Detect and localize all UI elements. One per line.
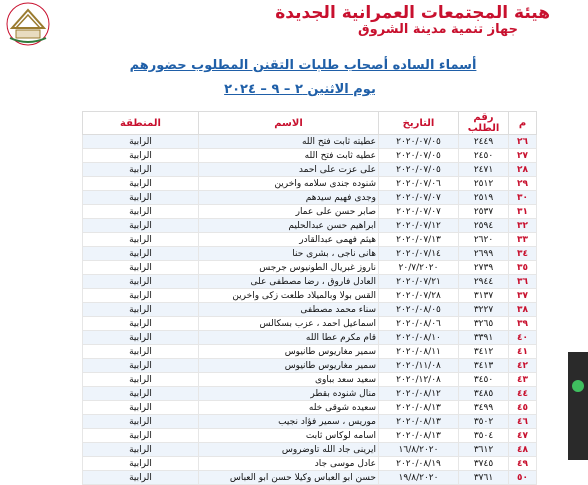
row-region: الرابية — [83, 205, 199, 219]
row-region: الرابية — [83, 443, 199, 457]
row-index: ٣٣ — [509, 233, 537, 247]
row-date: ٢٠٢٠/٠٧/١٢ — [379, 219, 459, 233]
table-row — [83, 359, 537, 373]
table-row — [83, 401, 537, 415]
row-region: الرابية — [83, 247, 199, 261]
row-index: ٣٥ — [509, 261, 537, 275]
row-region: الرابية — [83, 331, 199, 345]
row-region: الرابية — [83, 149, 199, 163]
row-region: الرابية — [83, 471, 199, 485]
row-request-no: ٣٢٦٥ — [459, 317, 509, 331]
row-index: ٤٥ — [509, 401, 537, 415]
row-request-no: ٣٤١٢ — [459, 345, 509, 359]
table-row — [83, 261, 537, 275]
row-name: عطيه ثابت فتح الله — [199, 149, 379, 163]
row-date: ٢٠٢٠/٠٧/٢٨ — [379, 289, 459, 303]
table-row — [83, 191, 537, 205]
row-name: قام مكرم عطا الله — [199, 331, 379, 345]
row-request-no: ٢٥٩٤ — [459, 219, 509, 233]
row-date: ٢٠٢٠/٠٧/٠٥ — [379, 135, 459, 149]
row-region: الرابية — [83, 415, 199, 429]
row-name: عادل موسى جاد — [199, 457, 379, 471]
row-date: ٢٠٢٠/٠٧/٠٧ — [379, 205, 459, 219]
table-row — [83, 373, 537, 387]
row-index: ٥٠ — [509, 471, 537, 485]
row-date: ٢٠٢٠/٠٨/٠٦ — [379, 317, 459, 331]
row-name: سمير مغاريوس طانيوس — [199, 359, 379, 373]
row-index: ٤٤ — [509, 387, 537, 401]
row-request-no: ٢٤٥٠ — [459, 149, 509, 163]
row-date: ١٩/٨/٢٠٢٠ — [379, 471, 459, 485]
row-region: الرابية — [83, 261, 199, 275]
table-row — [83, 275, 537, 289]
row-region: الرابية — [83, 163, 199, 177]
row-date: ٢٠٢٠/٠٨/١٠ — [379, 331, 459, 345]
row-region: الرابية — [83, 303, 199, 317]
row-index: ٣١ — [509, 205, 537, 219]
row-name: القس بولا وبالميلاد طلعت زكى واخرين — [199, 289, 379, 303]
org-title-block — [0, 0, 588, 50]
table-row — [83, 233, 537, 247]
table-row — [83, 205, 537, 219]
row-name: عطيته ثابت فتح الله — [199, 135, 379, 149]
row-index: ٣٦ — [509, 275, 537, 289]
header-date: التاريخ — [379, 112, 459, 135]
header-name: الاسم — [199, 112, 379, 135]
city-agency-name: جهاز تنمية مدينة الشروق — [358, 22, 518, 37]
row-date: ٢٠٢٠/٠٨/١٣ — [379, 415, 459, 429]
row-request-no: ٣١٣٧ — [459, 289, 509, 303]
row-date: ١٦/٨/٢٠٢٠ — [379, 443, 459, 457]
row-request-no: ٢٦٩٩ — [459, 247, 509, 261]
row-date: ٢٠/٧/٢٠٢٠ — [379, 261, 459, 275]
row-request-no: ٣٥٠٤ — [459, 429, 509, 443]
row-index: ٣٤ — [509, 247, 537, 261]
row-region: الرابية — [83, 317, 199, 331]
row-request-no: ٢٩٤٤ — [459, 275, 509, 289]
row-index: ٤٢ — [509, 359, 537, 373]
row-request-no: ٢٦٢٠ — [459, 233, 509, 247]
row-region: الرابية — [83, 219, 199, 233]
row-request-no: ٣٧٦١ — [459, 471, 509, 485]
row-name: ناروز غبريال الطونيوس جرجس — [199, 261, 379, 275]
row-region: الرابية — [83, 289, 199, 303]
table-row — [83, 471, 537, 485]
row-index: ٤٧ — [509, 429, 537, 443]
table-header-row — [83, 112, 537, 135]
header — [0, 0, 588, 50]
row-request-no: ٣٥٠٢ — [459, 415, 509, 429]
table-row — [83, 247, 537, 261]
row-date: ٢٠٢٠/٠٨/١٩ — [379, 457, 459, 471]
side-image-fragment — [568, 352, 588, 460]
row-date: ٢٠٢٠/٠٧/٠٥ — [379, 163, 459, 177]
row-index: ٢٩ — [509, 177, 537, 191]
row-name: العادل فاروق ، رضا مصطفى على — [199, 275, 379, 289]
row-name: على عزت على احمد — [199, 163, 379, 177]
row-request-no: ٣٤٥٠ — [459, 373, 509, 387]
row-name: شنوده جندى سلامه واخرين — [199, 177, 379, 191]
row-index: ٤٨ — [509, 443, 537, 457]
row-date: ٢٠٢٠/٠٨/٠٥ — [379, 303, 459, 317]
org-name: هيئة المجتمعات العمرانية الجديدة — [275, 3, 550, 23]
row-index: ٣٢ — [509, 219, 537, 233]
table-row — [83, 457, 537, 471]
row-name: ابراهيم حسن عبدالحليم — [199, 219, 379, 233]
row-name: سناء محمد مصطفى — [199, 303, 379, 317]
row-name: هيثم فهمى عبدالقادر — [199, 233, 379, 247]
row-index: ٣٧ — [509, 289, 537, 303]
row-region: الرابية — [83, 177, 199, 191]
attendees-table-wrap — [82, 111, 536, 485]
row-request-no: ٢٥٣٧ — [459, 205, 509, 219]
row-date: ٢٠٢٠/١١/٠٨ — [379, 359, 459, 373]
row-date: ٢٠٢٠/٠٧/٠٧ — [379, 191, 459, 205]
table-row — [83, 163, 537, 177]
header-region: المنطقة — [83, 112, 199, 135]
row-name: حسن ابو العباس وكيلا حسن ابو العباس — [199, 471, 379, 485]
row-index: ٣٠ — [509, 191, 537, 205]
table-row — [83, 219, 537, 233]
row-date: ٢٠٢٠/٠٧/٢١ — [379, 275, 459, 289]
row-index: ٤٠ — [509, 331, 537, 345]
table-row — [83, 289, 537, 303]
row-name: اسماعيل احمد ، عزب بسكالس — [199, 317, 379, 331]
row-name: ايرينى جاد الله تاوضروس — [199, 443, 379, 457]
row-date: ٢٠٢٠/٠٨/١١ — [379, 345, 459, 359]
row-date: ٢٠٢٠/٠٨/١٣ — [379, 401, 459, 415]
row-index: ٤٣ — [509, 373, 537, 387]
row-region: الرابية — [83, 359, 199, 373]
table-row — [83, 429, 537, 443]
row-name: هانى ناجى ، بشرى حنا — [199, 247, 379, 261]
row-index: ٢٦ — [509, 135, 537, 149]
row-name: صابر حسن على عمار — [199, 205, 379, 219]
attendees-table — [82, 111, 537, 485]
row-name: سعيد سعد بباوى — [199, 373, 379, 387]
row-index: ٤١ — [509, 345, 537, 359]
table-row — [83, 303, 537, 317]
row-index: ٣٨ — [509, 303, 537, 317]
row-name: اسامه لوكاس ثابت — [199, 429, 379, 443]
row-date: ٢٠٢٠/٠٧/١٣ — [379, 233, 459, 247]
row-request-no: ٣٢٢٧ — [459, 303, 509, 317]
row-region: الرابية — [83, 401, 199, 415]
row-name: سمير مغاريوس طانيوس — [199, 345, 379, 359]
chat-icon — [572, 380, 584, 392]
header-index: م — [509, 112, 537, 135]
row-request-no: ٢٤٤٩ — [459, 135, 509, 149]
table-row — [83, 345, 537, 359]
row-region: الرابية — [83, 387, 199, 401]
row-request-no: ٣٦١٢ — [459, 443, 509, 457]
row-date: ٢٠٢٠/٠٧/٠٦ — [379, 177, 459, 191]
row-date: ٢٠٢٠/٠٧/١٤ — [379, 247, 459, 261]
row-region: الرابية — [83, 429, 199, 443]
table-row — [83, 317, 537, 331]
row-index: ٤٦ — [509, 415, 537, 429]
table-row — [83, 387, 537, 401]
row-name: سعيده شوقى خله — [199, 401, 379, 415]
table-row — [83, 135, 537, 149]
table-row — [83, 443, 537, 457]
row-request-no: ٣٤٨٥ — [459, 387, 509, 401]
row-region: الرابية — [83, 135, 199, 149]
row-request-no: ٢٧٣٩ — [459, 261, 509, 275]
table-row — [83, 149, 537, 163]
row-date: ٢٠٢٠/٠٨/١٢ — [379, 387, 459, 401]
row-index: ٢٧ — [509, 149, 537, 163]
row-date: ٢٠٢٠/٠٧/٠٥ — [379, 149, 459, 163]
page-title: أسماء الساده أصحاب طلبات التقنن المطلوب حضورهم — [129, 58, 477, 73]
row-region: الرابية — [83, 233, 199, 247]
table-row — [83, 177, 537, 191]
row-name: وجدى فهيم سيدهم — [199, 191, 379, 205]
row-request-no: ٣٤٩٩ — [459, 401, 509, 415]
row-region: الرابية — [83, 275, 199, 289]
row-index: ٤٩ — [509, 457, 537, 471]
row-request-no: ٣٣٩١ — [459, 331, 509, 345]
session-date: يوم الاثنين ٢ – ٩ – ٢٠٢٤ — [224, 82, 376, 97]
row-request-no: ٣٤١٣ — [459, 359, 509, 373]
row-region: الرابية — [83, 191, 199, 205]
row-request-no: ٣٧٤٥ — [459, 457, 509, 471]
row-request-no: ٢٥١٢ — [459, 177, 509, 191]
row-region: الرابية — [83, 345, 199, 359]
row-region: الرابية — [83, 457, 199, 471]
row-name: منال شنوده بقطر — [199, 387, 379, 401]
table-row — [83, 331, 537, 345]
header-request-no: رقم الطلب — [459, 112, 509, 135]
row-name: موريس ، سمير فؤاد نجيب — [199, 415, 379, 429]
table-row — [83, 415, 537, 429]
row-date: ٢٠٢٠/١٢/٠٨ — [379, 373, 459, 387]
row-region: الرابية — [83, 373, 199, 387]
row-request-no: ٢٤٧١ — [459, 163, 509, 177]
row-index: ٢٨ — [509, 163, 537, 177]
row-index: ٣٩ — [509, 317, 537, 331]
row-request-no: ٢٥١٩ — [459, 191, 509, 205]
row-date: ٢٠٢٠/٠٨/١٣ — [379, 429, 459, 443]
